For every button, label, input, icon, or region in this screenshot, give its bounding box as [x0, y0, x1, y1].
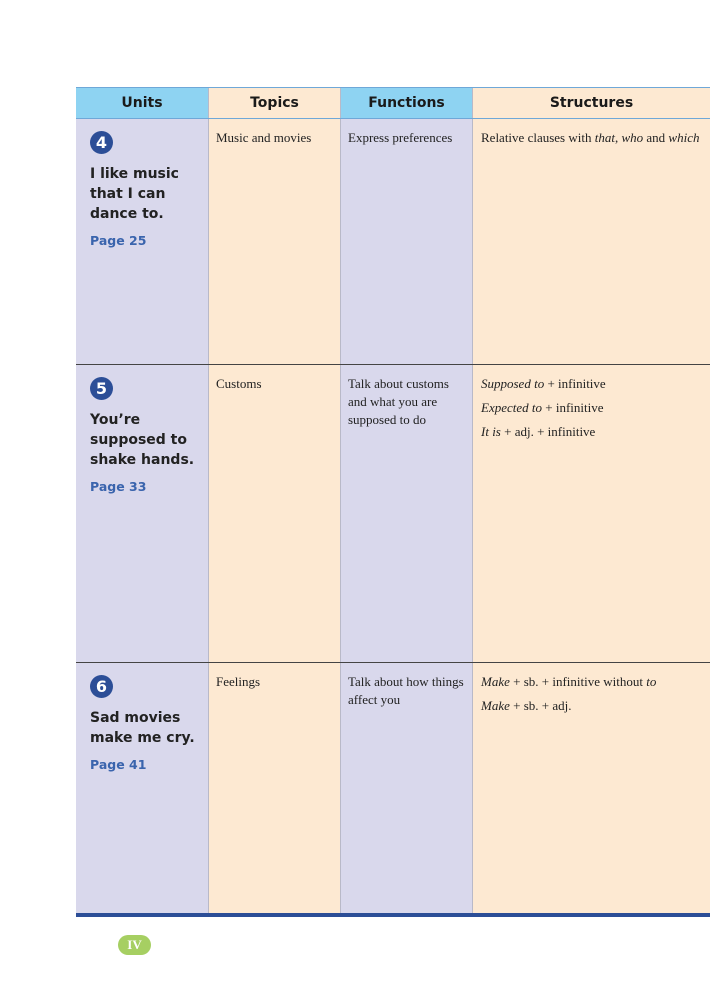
structure-text: , [614, 130, 622, 145]
structure-italic-term: Expected to [481, 400, 542, 415]
structure-line [481, 399, 704, 417]
table-row [76, 663, 710, 915]
structure-italic-term: which [668, 130, 700, 145]
structure-text: and [643, 130, 669, 145]
unit-cell [76, 663, 208, 915]
structure-line [481, 423, 704, 441]
table-row [76, 119, 710, 365]
unit-page-link[interactable]: Page 25 [90, 233, 147, 248]
structures-cell [472, 119, 710, 364]
structure-line [481, 375, 704, 393]
table-bottom-rule [76, 913, 710, 917]
unit-title: You’re supposed to shake hands. [90, 412, 195, 468]
structure-text: + sb. + adj. [509, 698, 572, 713]
structure-text: + adj. + infinitive [500, 424, 596, 439]
unit-cell [76, 365, 208, 662]
unit-cell [76, 119, 208, 364]
structure-text: + infinitive [542, 400, 604, 415]
unit-page-link[interactable]: Page 41 [90, 757, 147, 772]
structure-italic-term: Make [481, 674, 510, 689]
structure-text: + infinitive [544, 376, 606, 391]
unit-number-badge: 6 [90, 675, 113, 698]
unit-title: I like music that I can dance to. [90, 166, 179, 222]
unit-number-badge: 4 [90, 131, 113, 154]
structure-text: Relative clauses with [481, 130, 595, 145]
header-structures: Structures [472, 88, 710, 118]
topic-cell: Music and movies [208, 119, 340, 364]
structure-italic-term: to [646, 674, 657, 689]
structure-italic-term: Supposed to [481, 376, 545, 391]
structure-text: + sb. + infinitive without [509, 674, 647, 689]
header-units: Units [76, 88, 208, 118]
structure-line [481, 697, 704, 715]
topic-cell: Feelings [208, 663, 340, 915]
unit-page-link[interactable]: Page 33 [90, 479, 147, 494]
function-cell: Express preferences [340, 119, 472, 364]
topic-cell: Customs [208, 365, 340, 662]
structure-line [481, 129, 704, 147]
table-row [76, 365, 710, 663]
page-number-badge: IV [118, 935, 151, 955]
structures-cell [472, 365, 710, 662]
unit-title: Sad movies make me cry. [90, 710, 195, 746]
unit-number-badge: 5 [90, 377, 113, 400]
contents-table [76, 87, 710, 915]
header-functions: Functions [340, 88, 472, 118]
function-cell: Talk about how things affect you [340, 663, 472, 915]
table-header [76, 87, 710, 119]
function-cell: Talk about customs and what you are supposed to do [340, 365, 472, 662]
structure-italic-term: Make [481, 698, 510, 713]
structure-line [481, 673, 704, 691]
structure-italic-term: that [594, 130, 615, 145]
structures-cell [472, 663, 710, 915]
structure-italic-term: who [621, 130, 644, 145]
structure-italic-term: It is [481, 424, 501, 439]
header-topics: Topics [208, 88, 340, 118]
